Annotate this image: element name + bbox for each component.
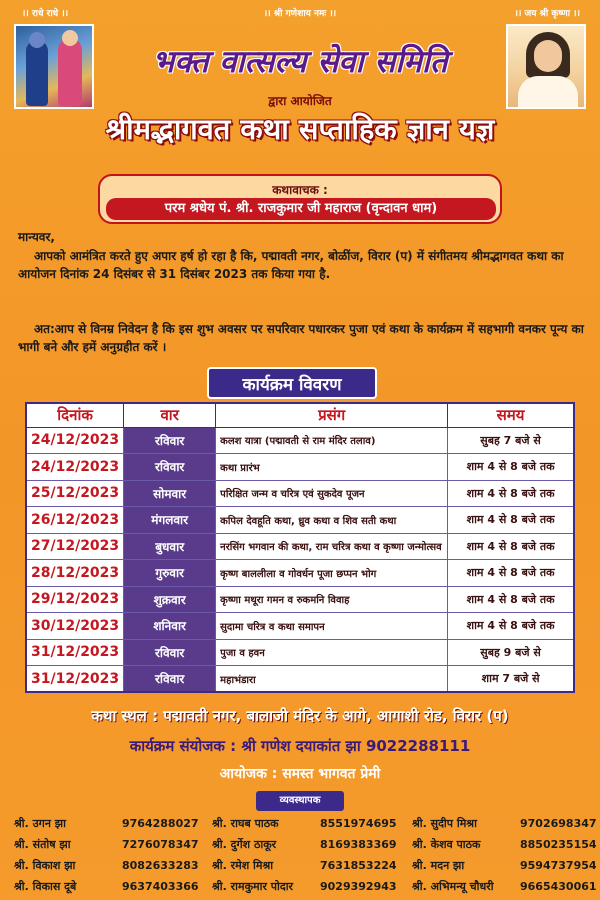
cell-date: 30/12/2023 (26, 613, 124, 640)
list-item (212, 835, 397, 855)
managers-badge: व्यवस्थापक (256, 791, 344, 811)
contact-phone: 7631853224 (320, 859, 397, 872)
cell-time: शाम 4 से 8 बजे तक (448, 613, 574, 640)
organizer-text: आयोजक : समस्त भागवत प्रेमी (219, 766, 381, 782)
cell-topic: कृष्ण बाललीला व गोवर्धन पूजा छप्पन भोग (216, 560, 448, 587)
list-item (14, 877, 199, 897)
cell-time: सुबह 7 बजे से (448, 427, 574, 454)
cell-day: बुधवार (124, 533, 216, 560)
table-row (26, 639, 574, 666)
cell-time: शाम 4 से 8 बजे तक (448, 507, 574, 534)
cell-date: 24/12/2023 (26, 454, 124, 481)
cell-topic: पुजा व हवन (216, 639, 448, 666)
cell-topic: कलश यात्रा (पद्मावती से राम मंदिर तलाव) (216, 427, 448, 454)
cell-date: 25/12/2023 (26, 480, 124, 507)
table-row (26, 454, 574, 481)
cell-time: शाम 7 बजे से (448, 666, 574, 693)
cell-date: 27/12/2023 (26, 533, 124, 560)
cell-topic: सुदामा चरित्र व कथा समापन (216, 613, 448, 640)
schedule-rows (26, 427, 574, 692)
speaker-box (98, 174, 502, 224)
chant-right: ।। जय श्री कृष्णा ।। (514, 9, 580, 19)
contact-phone: 9764288027 (122, 817, 199, 830)
cell-day: शनिवार (124, 613, 216, 640)
cell-day: गुरुवार (124, 560, 216, 587)
organization-title: भक्त वात्सल्य सेवा समिति (152, 44, 448, 80)
list-item (14, 835, 199, 855)
contact-phone: 8551974695 (320, 817, 397, 830)
venue-text: कथा स्थल : पद्मावती नगर, बालाजी मंदिर के आगे, आगाशी रोड, विरार (प) (91, 707, 509, 725)
schedule-heading: कार्यक्रम विवरण (207, 367, 377, 399)
cell-date: 31/12/2023 (26, 666, 124, 693)
chant-center: ।। श्री गणेशाय नमः ।। (263, 9, 337, 19)
contact-phone: 9594737954 (520, 859, 597, 872)
table-row (26, 560, 574, 587)
speaker-name: परम श्रधेय पं. श्री. राजकुमार जी महाराज (वृन्दावन धाम) (106, 198, 496, 220)
cell-time: शाम 4 से 8 बजे तक (448, 454, 574, 481)
cell-day: मंगलवार (124, 507, 216, 534)
header-topic: प्रसंग (216, 403, 448, 427)
list-item (14, 856, 199, 876)
header-day: वार (124, 403, 216, 427)
cell-time: शाम 4 से 8 बजे तक (448, 560, 574, 587)
contact-phone: 9702698347 (520, 817, 597, 830)
cell-date: 29/12/2023 (26, 586, 124, 613)
table-header-row (26, 403, 574, 427)
event-title: श्रीमद्भागवत कथा सप्ताहिक ज्ञान यज्ञ (105, 112, 495, 146)
list-item (412, 814, 597, 834)
contact-name: श्री. सुदीप मिश्रा (412, 817, 477, 830)
list-item (412, 835, 597, 855)
list-item (212, 814, 397, 834)
cell-day: रविवार (124, 639, 216, 666)
list-item (212, 856, 397, 876)
header-time: समय (448, 403, 574, 427)
cell-time: शाम 4 से 8 बजे तक (448, 480, 574, 507)
contact-name: श्री. रमेश मिश्रा (212, 859, 274, 872)
coordinator-text: कार्यक्रम संयोजक : श्री गणेश दयाकांत झा 9022288111 (129, 737, 471, 755)
contact-name: श्री. दुर्गेश ठाकूर (212, 838, 277, 851)
contact-phone: 9029392943 (320, 880, 397, 893)
contact-phone: 8082633283 (122, 859, 199, 872)
contact-name: श्री. संतोष झा (14, 838, 71, 851)
cell-topic: महाभंडारा (216, 666, 448, 693)
letter-greeting: मान्यवर, (18, 230, 55, 244)
cell-topic: कथा प्रारंभ (216, 454, 448, 481)
table-row (26, 613, 574, 640)
speaker-label: कथावाचक : (272, 183, 328, 197)
list-item (14, 814, 199, 834)
cell-topic: कृष्णा मथूरा गमन व रुकमनि विवाह (216, 586, 448, 613)
cell-day: शुक्रवार (124, 586, 216, 613)
cell-topic: कपिल देवहूति कथा, ध्रुव कथा व शिव सती कथा (216, 507, 448, 534)
table-row (26, 507, 574, 534)
list-item (412, 856, 597, 876)
contact-name: श्री. रामकुमार पोदार (212, 880, 294, 893)
cell-date: 31/12/2023 (26, 639, 124, 666)
table-row (26, 533, 574, 560)
table-row (26, 666, 574, 693)
contact-name: श्री. राघब पाठक (212, 817, 279, 830)
chant-left: ।। राधे राधे ।। (22, 9, 69, 19)
contact-name: श्री. उगन झा (14, 817, 66, 830)
cell-date: 26/12/2023 (26, 507, 124, 534)
organized-by-text: द्वारा आयोजित (268, 94, 332, 108)
cell-topic: परिक्षित जन्म व चरित्र एवं सुकदेव पूजन (216, 480, 448, 507)
list-item (212, 877, 397, 897)
cell-day: रविवार (124, 454, 216, 481)
table-row (26, 427, 574, 454)
cell-time: शाम 4 से 8 बजे तक (448, 586, 574, 613)
cell-time: शाम 4 से 8 बजे तक (448, 533, 574, 560)
contact-phone: 8850235154 (520, 838, 597, 851)
contact-name: श्री. केशव पाठक (412, 838, 481, 851)
contact-name: श्री. अभिमन्यू चौधरी (412, 880, 494, 893)
cell-day: रविवार (124, 427, 216, 454)
header-date: दिनांक (26, 403, 124, 427)
contact-name: श्री. विकास दूबे (14, 880, 77, 893)
cell-date: 24/12/2023 (26, 427, 124, 454)
contact-phone: 7276078347 (122, 838, 199, 851)
contact-phone: 9637403366 (122, 880, 199, 893)
letter-paragraph-2: अत:आप से विनम्र निवेदन है कि इस शुभ अवसर पर सपरिवार पधारकर पुजा एवं कथा के कार्यक्रम में सहभागी वनकर पून्य का भागी बने और हमें अनुग्रहीत करें । (18, 322, 584, 354)
contact-phone: 8169383369 (320, 838, 397, 851)
cell-day: रविवार (124, 666, 216, 693)
cell-time: सुबह 9 बजे से (448, 639, 574, 666)
contact-name: श्री. विकाश झा (14, 859, 76, 872)
cell-day: सोमवार (124, 480, 216, 507)
table-row (26, 480, 574, 507)
cell-topic: नरसिंग भगवान की कथा, राम चरित्र कथा व कृष्णा जन्मोत्सव (216, 533, 448, 560)
list-item (412, 877, 597, 897)
schedule-table (25, 402, 575, 693)
letter-paragraph-1: आपको आमंत्रित करते हुए अपार हर्ष हो रहा है कि, पद्मावती नगर, बोळींज, विरार (प) में संगीतमय श्रीमद्भागवत कथा का आयोजन दिनांक 24 दिसंबर से 31 दिसंबर 2023 तक किया गया है. (18, 249, 564, 281)
contact-name: श्री. मदन झा (412, 859, 465, 872)
table-row (26, 586, 574, 613)
cell-date: 28/12/2023 (26, 560, 124, 587)
contact-phone: 9665430061 (520, 880, 597, 893)
